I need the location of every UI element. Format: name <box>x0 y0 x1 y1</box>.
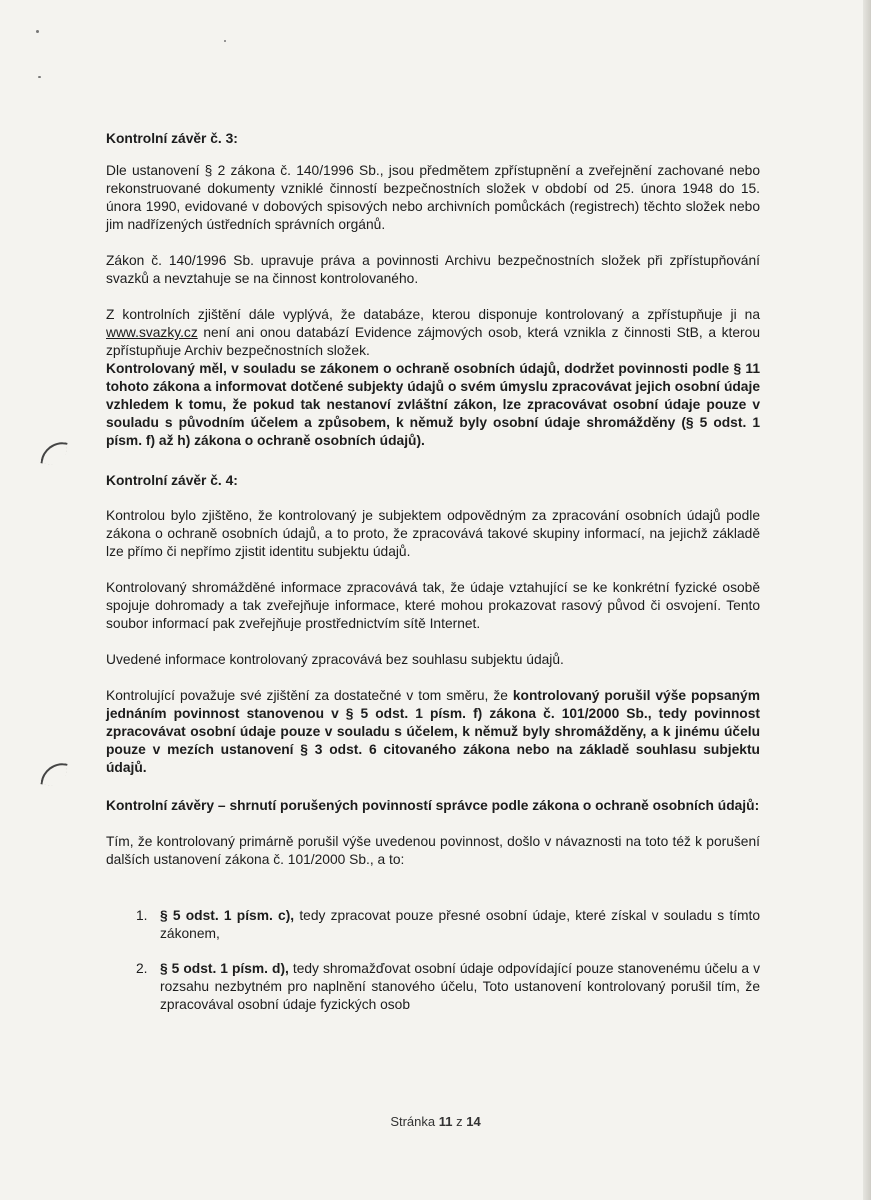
page-label: Stránka <box>390 1114 439 1129</box>
section-3-paragraph-3 <box>106 306 760 360</box>
list-item-number: 2. <box>136 961 148 976</box>
scan-speck <box>38 76 41 78</box>
list-item-text: tedy shromažďovat osobní údaje odpovídající pouze stanovenému účelu a v rozsahu nezbytném pro naplnění stanového účelu, Toto ustanovení kontrolovaný porušil tím, že zpracovával osobní údaje fyzických osob <box>160 961 760 1012</box>
summary-intro: Tím, že kontrolovaný primárně porušil výše uvedenou povinnost, došlo v návaznosti na toto též k porušení dalších ustanovení zákona č. 101/2000 Sb., a to: <box>106 834 760 867</box>
list-item <box>106 907 760 943</box>
paragraph-text: Z kontrolních zjištění dále vyplývá, že databáze, kterou disponuje kontrolovaný a zpřístupňuje ji na <box>106 307 760 322</box>
scan-speck <box>36 30 39 33</box>
list-item-citation: § 5 odst. 1 písm. c), <box>160 908 295 923</box>
total-pages: 14 <box>466 1114 481 1129</box>
punch-hole-mark <box>40 439 67 466</box>
page-separator: z <box>452 1114 467 1129</box>
section-3-conclusion: Kontrolovaný měl, v souladu se zákonem o ochraně osobních údajů, dodržet povinnosti podle § 11 tohoto zákona a informovat dotčené subjekty údajů o svém úmyslu zpracovávat jejich osobní údaje vzhledem k tomu, že pokud tak nestanoví zvláštní zákon, lze zpracovávat osobní údaje pouze v souladu s původním účelem a způsobem, k němuž byly osobní údaje shromážděny (§ 5 odst. 1 písm. f) až h) zákona o ochraně osobních údajů). <box>106 361 760 448</box>
violations-list <box>106 907 760 1014</box>
section-4-paragraph-3: Uvedené informace kontrolovaný zpracovává bez souhlasu subjektu údajů. <box>106 652 564 667</box>
section-3-paragraph-1: Dle ustanovení § 2 zákona č. 140/1996 Sb., jsou předmětem zpřístupnění a zveřejnění zachované nebo rekonstruované dokumenty vzniklé činností bezpečnostních složek v období od 25. února 1948 do 15. února 1990, evidované v dobových spisových nebo archivních pomůckách (registrech) těchto složek nebo jim nadřízených ústředních správních orgánů. <box>106 163 760 232</box>
paragraph-bold-text: kontrolovaný porušil výše popsaným jednáním povinnost stanovenou v § 5 odst. 1 písm. f) zákona č. 101/2000 Sb., tedy povinnost zpracovávat osobní údaje pouze v souladu s účelem, k němuž byly shromážděny, a k jinému účelu pouze v mezích ustanovení § 3 odst. 6 citovaného zákona nebo na základě souhlasu subjektu údajů. <box>106 688 760 775</box>
page-edge <box>863 0 871 1200</box>
paragraph-text: není ani onou databází Evidence zájmových osob, která vznikla z činnosti StB, a kterou zpřístupňuje Archiv bezpečnostních složek. <box>106 325 760 358</box>
section-4-paragraph-1: Kontrolou bylo zjištěno, že kontrolovaný je subjektem odpovědným za zpracování osobních údajů podle zákona o ochraně osobních údajů, a to proto, že zpracovává takové skupiny informací, na jejichž základě lze přímo či nepřímo zjistit identitu subjektu údajů. <box>106 508 760 559</box>
punch-hole-mark <box>40 760 67 787</box>
scan-speck <box>224 40 226 42</box>
svazky-link[interactable]: www.svazky.cz <box>106 325 198 340</box>
section-4-paragraph-4 <box>106 687 760 777</box>
summary-heading: Kontrolní závěry – shrnutí porušených povinností správce podle zákona o ochraně osobních údajů: <box>106 798 760 813</box>
list-item-text: tedy zpracovat pouze přesné osobní údaje, které získal v souladu s tímto zákonem, <box>160 908 761 941</box>
section-4-heading: Kontrolní závěr č. 4: <box>106 473 238 488</box>
paragraph-text: Kontrolující považuje své zjištění za dostatečné v tom směru, že <box>106 688 513 703</box>
section-4-paragraph-2: Kontrolovaný shromážděné informace zpracovává tak, že údaje vztahující se ke konkrétní fyzické osobě spojuje dohromady a tak zveřejňuje informace, které mohou prokazovat rasový původ či osvojení. Tento soubor informací pak zveřejňuje prostřednictvím sítě Internet. <box>106 580 760 631</box>
section-3-heading: Kontrolní závěr č. 3: <box>106 131 238 146</box>
current-page: 11 <box>438 1114 453 1129</box>
section-3-paragraph-2: Zákon č. 140/1996 Sb. upravuje práva a povinnosti Archivu bezpečnostních složek při zpřístupňování svazků a nevztahuje se na činnost kontrolovaného. <box>106 253 760 286</box>
list-item-number: 1. <box>136 908 148 923</box>
list-item-citation: § 5 odst. 1 písm. d), <box>160 961 289 976</box>
list-item <box>106 960 760 1014</box>
page-number-footer <box>0 1114 871 1129</box>
document-body <box>106 130 760 1014</box>
